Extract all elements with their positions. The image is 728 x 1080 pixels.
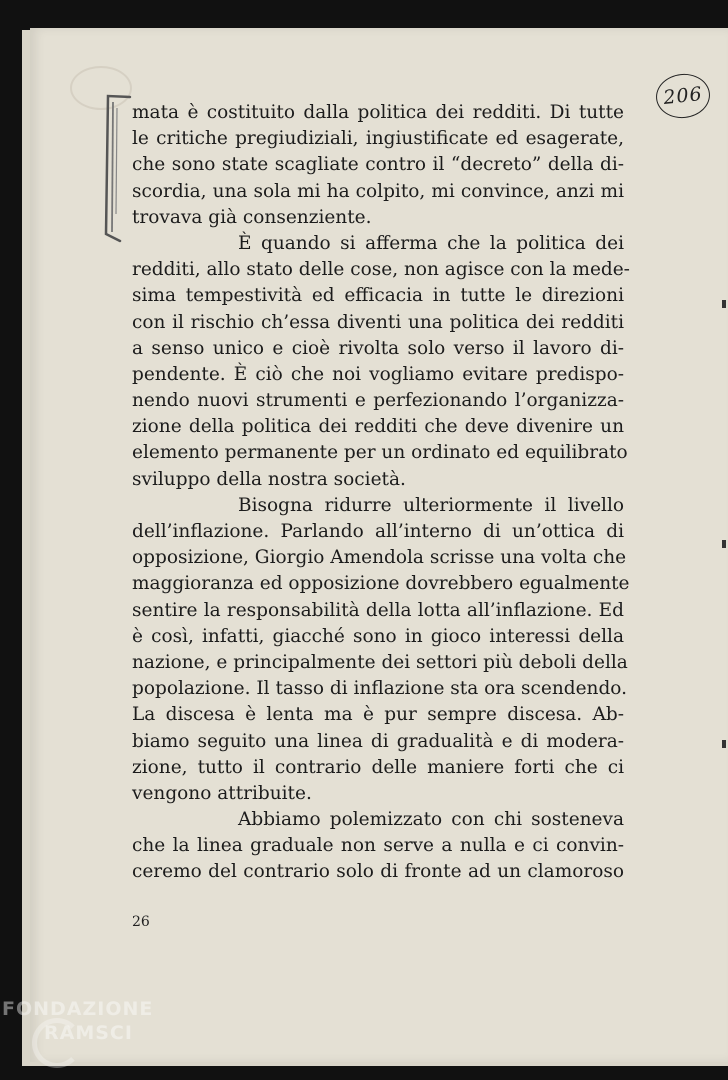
text-line: popolazione. Il tasso di inflazione sta ora scendendo. — [132, 678, 627, 700]
text-line: è così, infatti, giacché sono in gioco interessi della — [132, 625, 624, 647]
text-line: È quando si afferma che la politica dei — [238, 232, 624, 254]
text-line: con il rischio ch’essa diventi una politica dei redditi — [132, 311, 624, 333]
text-line: nendo nuovi strumenti e perfezionando l’organizza- — [132, 390, 624, 412]
body-text — [132, 100, 630, 886]
text-line: redditi, allo stato delle cose, non agisce con la mede- — [132, 259, 630, 281]
text-line: sima tempestività ed efficacia in tutte le direzioni — [132, 285, 624, 307]
page-speck — [722, 300, 726, 308]
text-line: sviluppo della nostra società. — [132, 468, 406, 490]
text-line: vengono attribuite. — [132, 782, 312, 804]
text-line: ceremo del contrario solo di fronte ad un clamoroso — [132, 861, 624, 883]
text-line: Abbiamo polemizzato con chi sosteneva — [238, 809, 624, 831]
handwritten-page-annotation: 206 — [654, 71, 712, 120]
text-line: maggioranza ed opposizione dovrebbero egualmente — [132, 573, 630, 595]
text-line: opposizione, Giorgio Amendola scrisse una volta che — [132, 547, 627, 569]
text-line: nazione, e principalmente dei settori più deboli della — [132, 651, 628, 673]
page-speck — [722, 740, 726, 748]
text-line: dell’inflazione. Parlando all’interno di un’ottica di — [132, 521, 624, 542]
text-line: le critiche pregiudiziali, ingiustificate ed esagerate, — [132, 128, 624, 150]
text-line: che la linea graduale non serve a nulla e ci convin- — [132, 835, 624, 857]
text-line: zione, tutto il contrario delle maniere forti che ci — [132, 756, 624, 778]
text-line: mata è costituito dalla politica dei redditi. Di tutte — [132, 102, 624, 123]
text-line: zione della politica dei redditi che deve divenire un — [132, 416, 624, 438]
text-line: Bisogna ridurre ulteriormente il livello — [238, 494, 624, 516]
watermark-line-1: FONDAZIONE — [2, 998, 154, 1020]
watermark-line-2: RAMSCI — [44, 1022, 133, 1044]
page-speck — [722, 540, 726, 548]
text-line: La discesa è lenta ma è pur sempre discesa. Ab- — [132, 704, 624, 726]
page-number: 26 — [132, 914, 150, 930]
text-line: sentire la responsabilità della lotta all’inflazione. Ed — [132, 599, 624, 621]
text-line: elemento permanente per un ordinato ed equilibrato — [132, 442, 628, 464]
text-line: biamo seguito una linea di gradualità e di modera- — [132, 730, 624, 752]
text-line: scordia, una sola mi ha colpito, mi convince, anzi mi — [132, 180, 624, 202]
text-line: trovava già consenziente. — [132, 206, 372, 228]
text-line: pendente. È ciò che noi vogliamo evitare predispo- — [132, 363, 624, 385]
text-line: che sono state scagliate contro il “decreto” della di- — [132, 154, 624, 176]
watermark — [2, 998, 153, 1044]
text-line: a senso unico e cioè rivolta solo verso il lavoro di- — [132, 337, 624, 359]
